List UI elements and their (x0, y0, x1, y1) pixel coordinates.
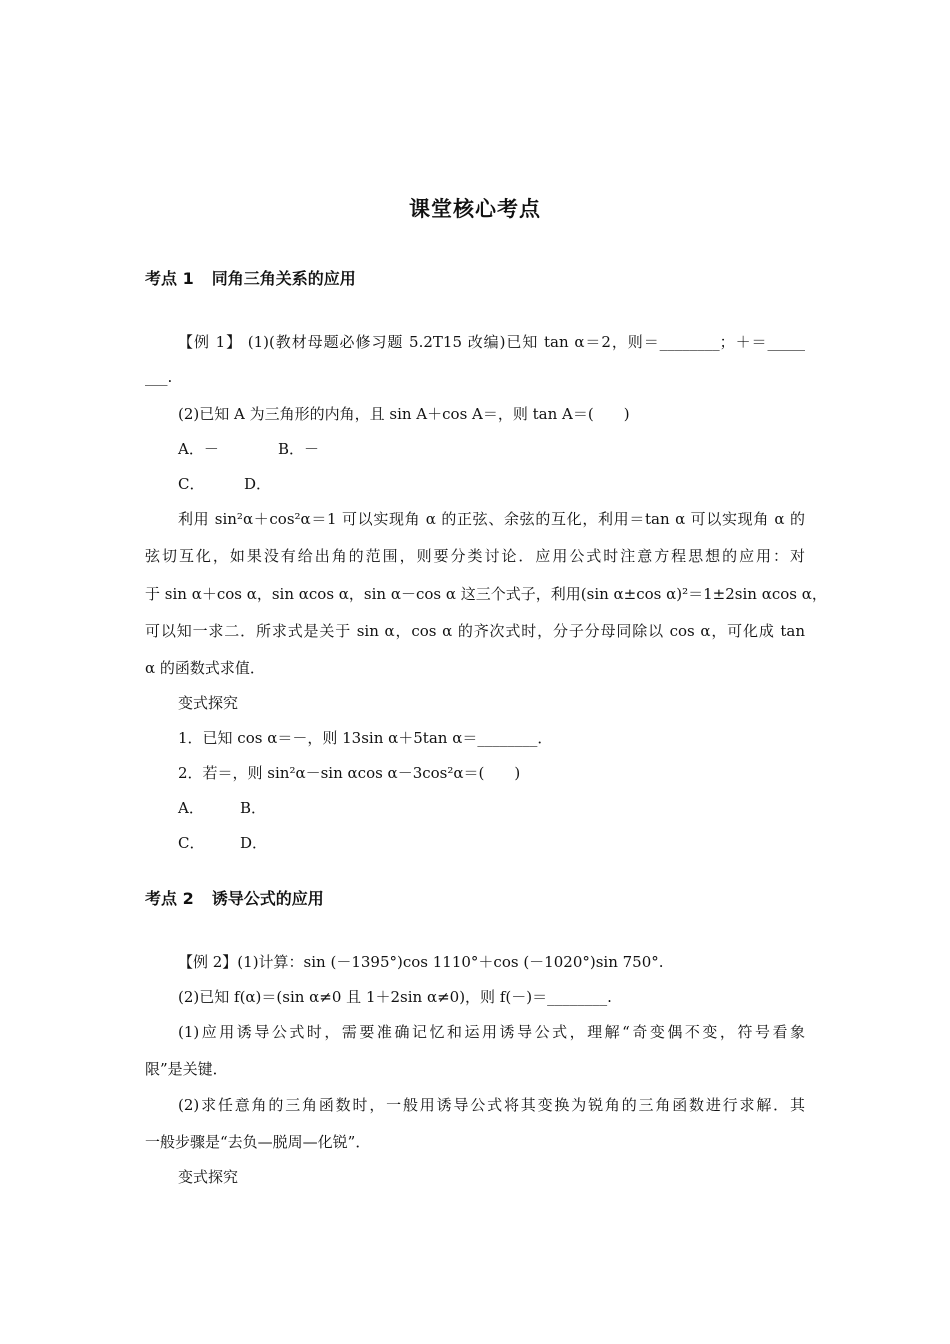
option-a: A．－ (178, 440, 219, 458)
section-number: 考点 2 (145, 889, 194, 908)
example-1-line-1-cont: ___. (145, 368, 173, 386)
section-title: 诱导公式的应用 (211, 889, 324, 908)
example-2-line-2: (2)已知 f(α)＝(sin α≠0 且 1＋2sin α≠0)，则 f(－)＝________. (178, 988, 612, 1006)
option-d: D． (240, 834, 268, 852)
tip-1-line-2: 弦切互化，如果没有给出角的范围，则要分类讨论．应用公式时注意方程思想的应用：对 (145, 547, 805, 565)
option-b: B．－ (278, 440, 320, 458)
variant-1-options-ab (178, 797, 266, 818)
option-c: C． (178, 834, 205, 852)
variant-1-question-2: 2．若＝，则 sin²α－sin αcos α－3cos²α＝( ) (178, 764, 521, 782)
variant-1-question-1: 1．已知 cos α＝－，则 13sin α＋5tan α＝________． (178, 729, 553, 747)
option-d: D． (244, 475, 272, 493)
example-1-line-2: (2)已知 A 为三角形的内角，且 sin A＋cos A＝，则 tan A＝( ) (178, 405, 630, 423)
section-number: 考点 1 (145, 269, 194, 288)
example-2-line-1: 【例 2】(1)计算：sin (－1395°)cos 1110°＋cos (－1020°)sin 750°. (178, 953, 664, 971)
tip-2-line-2: 限”是关键． (145, 1060, 228, 1078)
variant-heading-2: 变式探究 (178, 1168, 239, 1186)
tip-1-line-4: 可以知一求二．所求式是关于 sin α，cos α 的齐次式时，分子分母同除以 cos α，可化成 tan (145, 622, 805, 640)
section-heading-2 (145, 886, 324, 909)
variant-heading-1: 变式探究 (178, 694, 239, 712)
option-a: A． (178, 799, 204, 817)
page-title: 课堂核心考点 (409, 197, 541, 221)
tip-1-line-5: α 的函数式求值． (145, 659, 265, 677)
section-heading-1 (145, 266, 356, 289)
option-c: C． (178, 475, 205, 493)
example-1-options-ab (178, 438, 319, 459)
tip-2-line-4: 一般步骤是“去负—脱周—化锐”． (145, 1133, 371, 1151)
tip-1-line-1: 利用 sin²α＋cos²α＝1 可以实现角 α 的正弦、余弦的互化，利用＝tan α 可以实现角 α 的 (178, 510, 805, 528)
example-1-options-cd (178, 473, 271, 494)
option-b: B． (240, 799, 267, 817)
tip-2-line-3: (2)求任意角的三角函数时，一般用诱导公式将其变换为锐角的三角函数进行求解．其 (178, 1096, 805, 1114)
tip-1-line-3: 于 sin α＋cos α，sin αcos α，sin α－cos α 这三个式子，利用(sin α±cos α)²＝1±2sin αcos α， (145, 585, 827, 603)
tip-2-line-1: (1)应用诱导公式时，需要准确记忆和运用诱导公式，理解“奇变偶不变，符号看象 (178, 1023, 805, 1041)
variant-1-options-cd (178, 832, 267, 853)
example-1-line-1: 【例 1】 (1)(教材母题必修习题 5.2T15 改编)已知 tan α＝2，则＝________；＋＝_____ (178, 333, 805, 351)
section-title: 同角三角关系的应用 (211, 269, 356, 288)
